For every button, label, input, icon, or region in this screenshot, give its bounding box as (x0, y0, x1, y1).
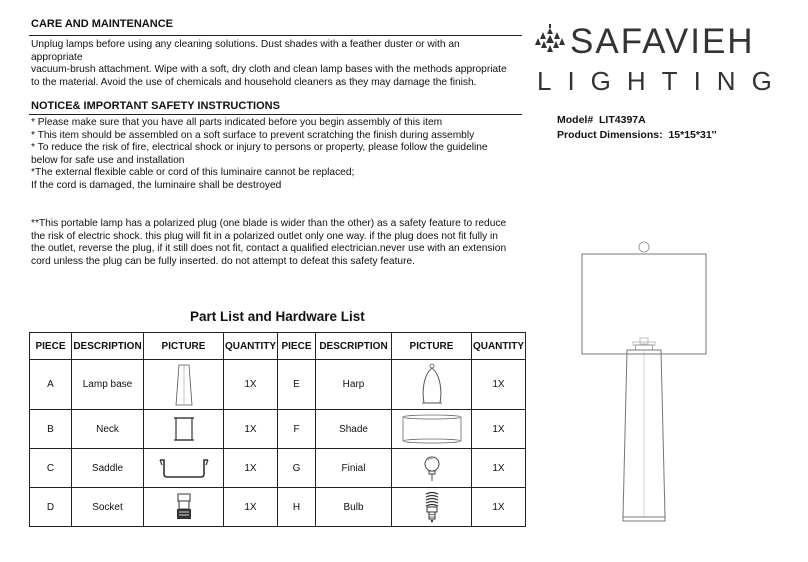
piece-cell: F (278, 410, 316, 449)
care-line: to the material. Avoid the use of chemicals and household cleaners as they may damage the finish. (31, 76, 477, 88)
brand-name: SAFAVIEH (570, 22, 755, 61)
dimensions-label: Product Dimensions: (557, 129, 663, 141)
bulb-icon (423, 491, 441, 523)
care-body (31, 39, 526, 89)
lamp-illustration (580, 238, 710, 538)
saddle-drawing (633, 342, 655, 345)
dimensions-value: 15*15*31'' (668, 129, 717, 141)
description-cell: Harp (316, 360, 392, 410)
safety-line: * To reduce the risk of fire, electrical shock or injury to persons or property, please follow the guideline (31, 142, 488, 154)
quantity-cell: 1X (224, 449, 278, 488)
table-row (30, 360, 526, 410)
header-cell: PIECE (30, 333, 72, 360)
header-cell: PICTURE (392, 333, 472, 360)
picture-cell (144, 410, 224, 449)
picture-cell (144, 449, 224, 488)
description-cell: Bulb (316, 488, 392, 527)
header-cell: PIECE (278, 333, 316, 360)
parts-title: Part List and Hardware List (190, 309, 365, 324)
neck-icon (173, 415, 195, 443)
care-heading: CARE AND MAINTENANCE (31, 18, 173, 30)
care-line: appropriate (31, 51, 83, 63)
safety-line: * This item should be assembled on a soft surface to prevent scratching the finish during assembly (31, 129, 475, 141)
lamp-base-icon (174, 364, 194, 406)
plug-note-line: the outlet, reverse the plug, if it still does not fit, contact a qualified electrician.never use with an extension (31, 243, 507, 255)
finial-drawing (639, 242, 649, 252)
safety-heading: NOTICE& IMPORTANT SAFETY INSTRUCTIONS (31, 100, 280, 112)
harp-icon (419, 363, 445, 407)
picture-cell (392, 360, 472, 410)
divider (29, 114, 522, 115)
plug-note-line: **This portable lamp has a polarized plug (one blade is wider than the other) as a safety feature to reduce (31, 218, 507, 229)
plug-note-line: cord unless the plug can be fully inserted. do not attempt to defeat this safety feature. (31, 255, 415, 267)
quantity-cell: 1X (472, 360, 526, 410)
quantity-cell: 1X (224, 360, 278, 410)
safety-line: If the cord is damaged, the luminaire shall be destroyed (31, 179, 282, 191)
piece-cell: B (30, 410, 72, 449)
piece-cell: E (278, 360, 316, 410)
shade-icon (401, 414, 463, 444)
plug-note (31, 218, 526, 268)
quantity-cell: 1X (224, 410, 278, 449)
picture-cell (144, 360, 224, 410)
model-row (557, 113, 717, 128)
dimensions-row (557, 128, 717, 143)
foot-drawing (623, 517, 665, 521)
safety-line: * Please make sure that you have all parts indicated before you begin assembly of this item (31, 117, 443, 128)
piece-cell: D (30, 488, 72, 527)
model-label: Model# (557, 114, 594, 126)
model-value: LIT4397A (599, 114, 646, 126)
table-row (30, 410, 526, 449)
shade-drawing (582, 254, 706, 354)
header-cell: PICTURE (144, 333, 224, 360)
picture-cell (392, 449, 472, 488)
socket-icon (175, 492, 193, 522)
picture-cell (392, 410, 472, 449)
header-cell: QUANTITY (224, 333, 278, 360)
table-row (30, 449, 526, 488)
quantity-cell: 1X (472, 410, 526, 449)
picture-cell (144, 488, 224, 527)
description-cell: Socket (72, 488, 144, 527)
description-cell: Saddle (72, 449, 144, 488)
quantity-cell: 1X (472, 488, 526, 527)
care-line: Unplug lamps before using any cleaning solutions. Dust shades with a feather duster or with an (31, 39, 460, 50)
quantity-cell: 1X (472, 449, 526, 488)
description-cell: Lamp base (72, 360, 144, 410)
description-cell: Neck (72, 410, 144, 449)
safety-body (31, 117, 526, 193)
header-cell: QUANTITY (472, 333, 526, 360)
socket-drawing (640, 338, 648, 344)
neck-drawing (635, 345, 653, 350)
piece-cell: C (30, 449, 72, 488)
parts-table (29, 332, 526, 527)
divider (29, 35, 522, 36)
plug-note-line: the risk of electric shock. this plug will fit in a polarized outlet only one way. if the plug does not fit fully in (31, 230, 498, 242)
quantity-cell: 1X (224, 488, 278, 527)
header-cell: DESCRIPTION (72, 333, 144, 360)
header-cell: DESCRIPTION (316, 333, 392, 360)
description-cell: Shade (316, 410, 392, 449)
table-row (30, 488, 526, 527)
piece-cell: G (278, 449, 316, 488)
piece-cell: H (278, 488, 316, 527)
description-cell: Finial (316, 449, 392, 488)
piece-cell: A (30, 360, 72, 410)
saddle-icon (158, 456, 210, 480)
table-header-row (30, 333, 526, 360)
picture-cell (392, 488, 472, 527)
chandelier-icon (534, 24, 566, 54)
product-info (557, 113, 717, 143)
safety-line: below for safe use and installation (31, 154, 185, 166)
care-line: vacuum-brush attachment. Wipe with a soft, dry cloth and clean lamp bases with the methods appropriate (31, 64, 507, 76)
finial-icon (422, 454, 442, 482)
safety-line: *The external flexible cable or cord of this luminaire cannot be replaced; (31, 167, 355, 179)
brand-sub: LIGHTING (537, 66, 788, 96)
